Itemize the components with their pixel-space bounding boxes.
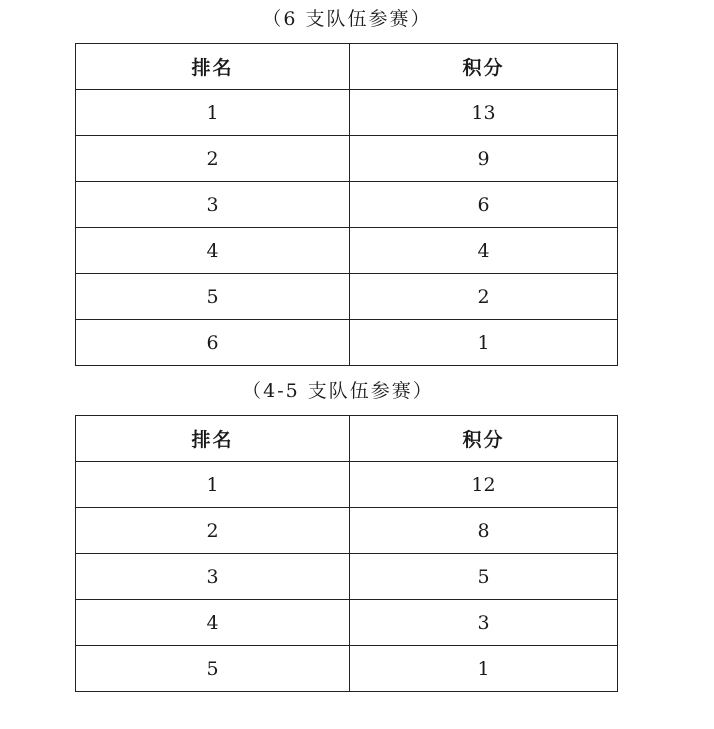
points-cell: 6 (350, 182, 618, 228)
points-cell: 9 (350, 136, 618, 182)
table-row (76, 646, 618, 692)
header-points: 积分 (350, 416, 618, 462)
rank-cell: 1 (76, 90, 350, 136)
rank-cell: 3 (76, 182, 350, 228)
points-table-4-5-teams (75, 415, 618, 692)
table-row (76, 228, 618, 274)
points-cell: 3 (350, 600, 618, 646)
table-row (76, 90, 618, 136)
points-cell: 2 (350, 274, 618, 320)
rank-cell: 5 (76, 646, 350, 692)
points-cell: 5 (350, 554, 618, 600)
table-row (76, 320, 618, 366)
table-caption-6-teams: （6 支队伍参赛） (262, 8, 432, 30)
rank-cell: 5 (76, 274, 350, 320)
rank-cell: 4 (76, 600, 350, 646)
rank-cell: 6 (76, 320, 350, 366)
rank-cell: 1 (76, 462, 350, 508)
rank-cell: 3 (76, 554, 350, 600)
table-caption-4-5-teams: （4-5 支队伍参赛） (242, 380, 434, 402)
table-body (76, 462, 618, 692)
rank-cell: 2 (76, 136, 350, 182)
table-row (76, 554, 618, 600)
table-row (76, 600, 618, 646)
points-cell: 4 (350, 228, 618, 274)
table-header-row (76, 44, 618, 90)
table-row (76, 274, 618, 320)
points-cell: 8 (350, 508, 618, 554)
rank-cell: 4 (76, 228, 350, 274)
table-row (76, 182, 618, 228)
rank-cell: 2 (76, 508, 350, 554)
header-rank: 排名 (76, 44, 350, 90)
points-cell: 13 (350, 90, 618, 136)
points-table-6-teams (75, 43, 618, 366)
points-cell: 1 (350, 646, 618, 692)
table-row (76, 462, 618, 508)
points-cell: 12 (350, 462, 618, 508)
header-rank: 排名 (76, 416, 350, 462)
table-row (76, 508, 618, 554)
header-points: 积分 (350, 44, 618, 90)
table-body (76, 90, 618, 366)
table-header-row (76, 416, 618, 462)
table-row (76, 136, 618, 182)
points-cell: 1 (350, 320, 618, 366)
